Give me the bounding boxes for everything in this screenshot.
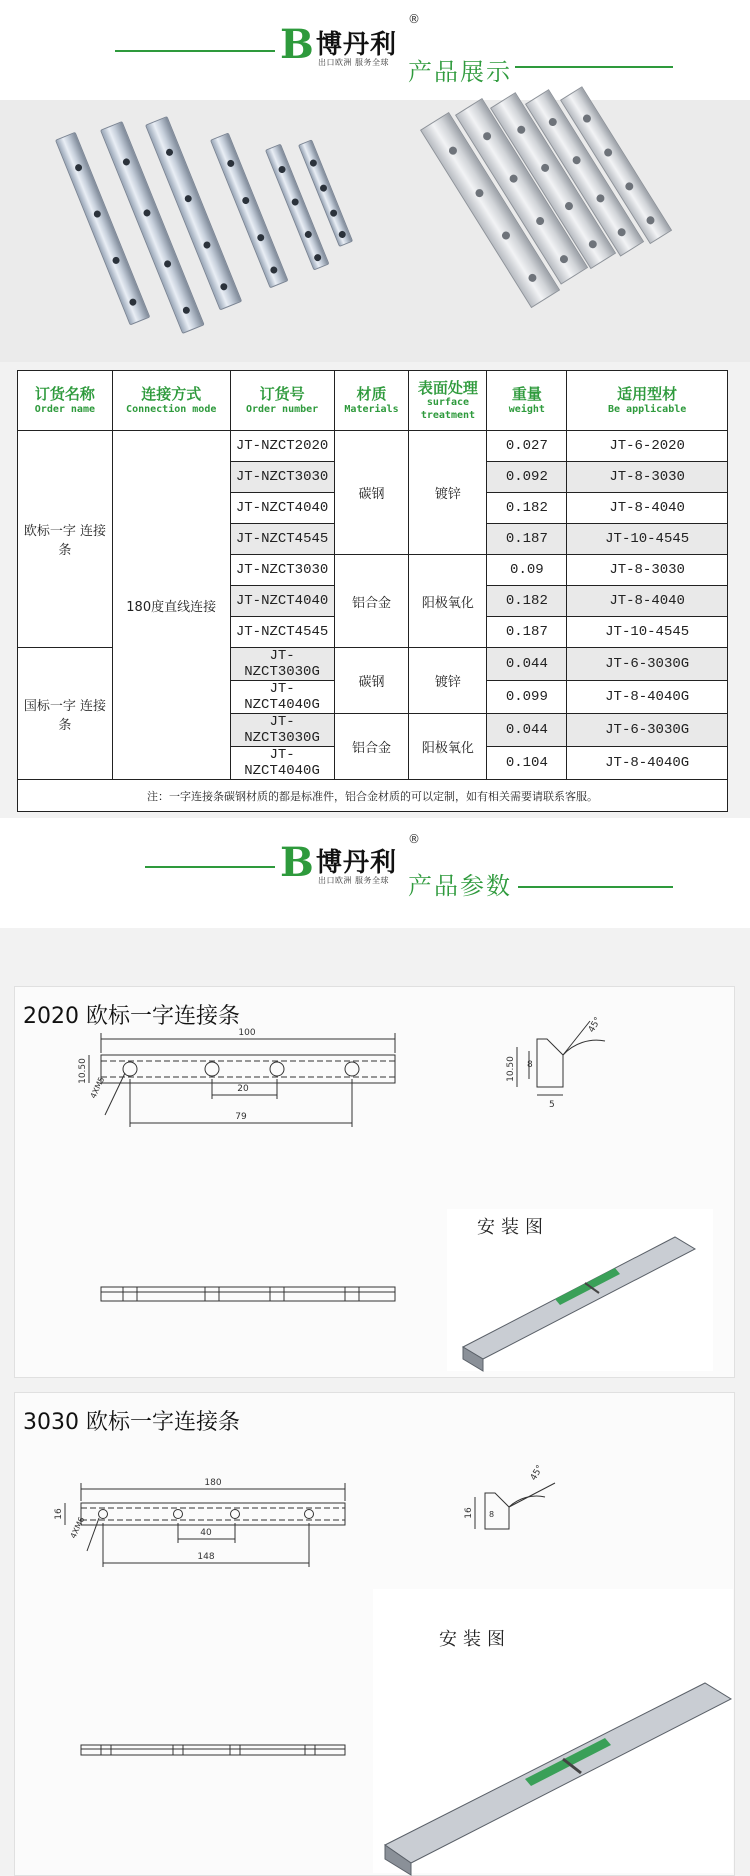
- brand-logo-icon: B: [280, 21, 314, 68]
- drawing-2020: [15, 987, 736, 1379]
- panel-2020: [14, 986, 735, 1378]
- profile: JT-8-4040: [567, 493, 728, 524]
- brand-tagline: 出口欧洲 服务全球: [318, 876, 390, 885]
- dim-span: 79: [235, 1112, 247, 1122]
- header-rule-right: [518, 886, 673, 888]
- surface-treatment: 镀锌: [409, 648, 487, 714]
- params-header: [0, 818, 750, 928]
- weight: 0.099: [487, 681, 567, 714]
- material: 铝合金: [334, 714, 409, 780]
- dim-height: 10.50: [78, 1058, 88, 1084]
- brand-name: 博丹利: [316, 848, 398, 878]
- group-name-cn: 国标一字 连接条: [18, 648, 113, 780]
- dim-length: 100: [238, 1028, 256, 1038]
- section-title-params: 产品参数: [408, 872, 512, 900]
- brand-name: 博丹利: [316, 30, 398, 60]
- order-number: JT-NZCT3030G: [230, 714, 334, 747]
- surface-treatment: 镀锌: [409, 431, 487, 555]
- weight: 0.182: [487, 586, 567, 617]
- order-number: JT-NZCT4040G: [230, 681, 334, 714]
- dim-pitch: 40: [200, 1528, 212, 1538]
- order-number: JT-NZCT4040: [230, 586, 334, 617]
- install-label: 安装图: [439, 1629, 511, 1650]
- profile: JT-6-3030G: [567, 714, 728, 747]
- profile: JT-8-4040G: [567, 681, 728, 714]
- dim-height-side: 16: [464, 1507, 474, 1519]
- weight: 0.187: [487, 617, 567, 648]
- profile: JT-10-4545: [567, 524, 728, 555]
- dim-h8: 8: [527, 1060, 533, 1070]
- col-header: 连接方式 Connection mode: [112, 371, 230, 431]
- order-number: JT-NZCT3030G: [230, 648, 334, 681]
- order-number: JT-NZCT4545: [230, 617, 334, 648]
- drawing-3030: [15, 1393, 736, 1876]
- header-rule-left: [145, 866, 275, 868]
- weight: 0.044: [487, 714, 567, 747]
- col-header: 订货号 Order number: [230, 371, 334, 431]
- dim-height: 16: [54, 1508, 64, 1520]
- panel-3030: [14, 1392, 735, 1876]
- order-number: JT-NZCT4545: [230, 524, 334, 555]
- profile: JT-6-2020: [567, 431, 728, 462]
- registered-mark: ®: [408, 832, 420, 846]
- profile: JT-6-3030G: [567, 648, 728, 681]
- surface-treatment: 阳极氧化: [409, 555, 487, 648]
- order-number: JT-NZCT2020: [230, 431, 334, 462]
- section-title-display: 产品展示: [408, 58, 512, 86]
- weight: 0.187: [487, 524, 567, 555]
- install-render: [373, 1589, 733, 1875]
- group-name-eu: 欧标一字 连接条: [18, 431, 113, 648]
- table-row: [18, 431, 728, 462]
- weight: 0.09: [487, 555, 567, 586]
- weight: 0.092: [487, 462, 567, 493]
- material: 碳钢: [334, 431, 409, 555]
- col-header: 适用型材 Be applicable: [567, 371, 728, 431]
- brand-logo-icon: B: [280, 839, 314, 886]
- brand-tagline: 出口欧洲 服务全球: [318, 58, 390, 67]
- material: 碳钢: [334, 648, 409, 714]
- col-header: 订货名称 Order name: [18, 371, 113, 431]
- dim-h8: 8: [489, 1510, 495, 1519]
- order-number: JT-NZCT3030: [230, 555, 334, 586]
- weight: 0.104: [487, 747, 567, 780]
- dim-pitch: 20: [237, 1084, 249, 1094]
- dim-height-side: 10.50: [506, 1056, 516, 1082]
- spec-table: [17, 370, 728, 812]
- dim-hole: 4XM6: [68, 1515, 87, 1540]
- profile: JT-8-3030: [567, 462, 728, 493]
- profile: JT-8-3030: [567, 555, 728, 586]
- order-number: JT-NZCT4040G: [230, 747, 334, 780]
- material: 铝合金: [334, 555, 409, 648]
- weight: 0.182: [487, 493, 567, 524]
- order-number: JT-NZCT3030: [230, 462, 334, 493]
- profile: JT-8-4040G: [567, 747, 728, 780]
- weight: 0.027: [487, 431, 567, 462]
- col-header: 表面处理 surface treatment: [409, 371, 487, 431]
- display-header: [0, 0, 750, 100]
- dim-side: 5: [549, 1100, 555, 1110]
- dim-angle: 45°: [586, 1015, 604, 1035]
- col-header: 重量 weight: [487, 371, 567, 431]
- dim-hole: 4XM5: [88, 1075, 107, 1100]
- product-photo-area: [0, 100, 750, 362]
- header-rule-left: [115, 50, 275, 52]
- table-note: 注：一字连接条碳钢材质的都是标准件，铝合金材质的可以定制，如有相关需要请联系客服。: [18, 780, 728, 812]
- table-header-row: [18, 371, 728, 431]
- weight: 0.044: [487, 648, 567, 681]
- header-rule-right: [515, 66, 673, 68]
- profile: JT-10-4545: [567, 617, 728, 648]
- dim-length: 180: [204, 1478, 222, 1488]
- surface-treatment: 阳极氧化: [409, 714, 487, 780]
- panel-title: 3030 欧标一字连接条: [23, 1410, 240, 1435]
- registered-mark: ®: [408, 12, 420, 26]
- panel-title: 2020 欧标一字连接条: [23, 1004, 240, 1029]
- col-header: 材质 Materials: [334, 371, 409, 431]
- install-label: 安装图: [477, 1217, 549, 1238]
- profile: JT-8-4040: [567, 586, 728, 617]
- connection-mode: 180度直线连接: [112, 431, 230, 780]
- dim-angle: 45°: [528, 1463, 546, 1483]
- order-number: JT-NZCT4040: [230, 493, 334, 524]
- table-note-row: [18, 780, 728, 812]
- dim-span: 148: [197, 1552, 215, 1562]
